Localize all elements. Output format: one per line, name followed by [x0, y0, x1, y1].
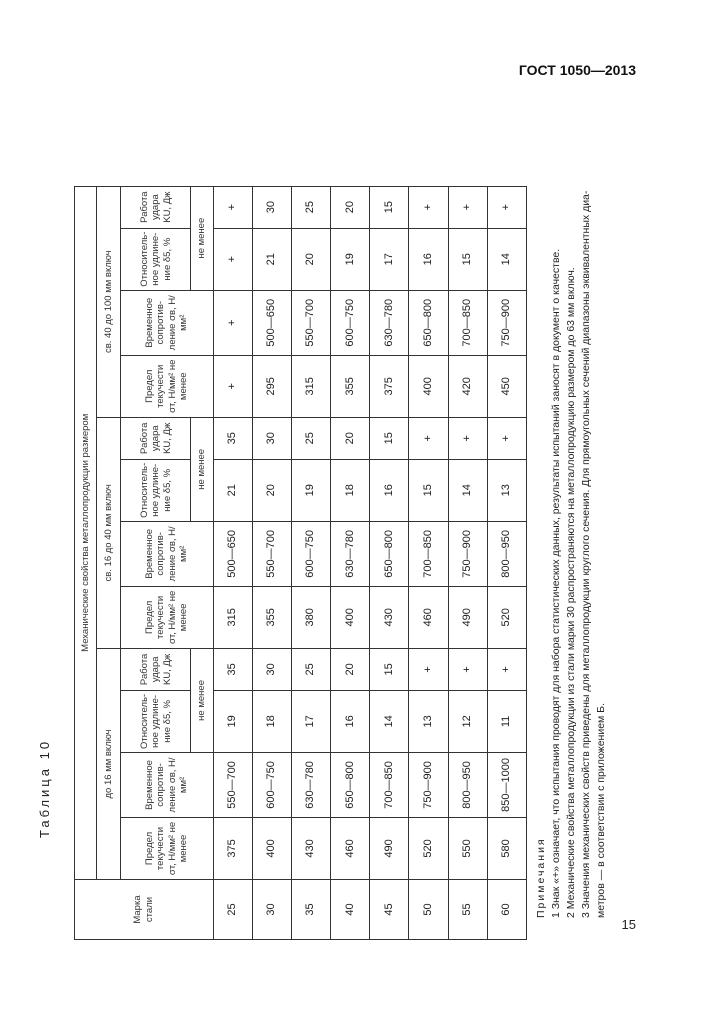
size-group-header: св. 16 до 40 мм включ: [97, 417, 121, 648]
notes-block: [534, 108, 609, 918]
grade-cell: 30: [252, 879, 291, 939]
impact-energy-header: Работа удара KU, Дж: [121, 186, 191, 228]
table-caption: Таблица 10: [37, 738, 52, 838]
value-cell: 750—900: [448, 521, 487, 586]
value-cell: 21: [252, 228, 291, 290]
tensile-strength-header: Временное сопротив-ление σв, Н/мм²: [121, 521, 213, 586]
value-cell: 750—900: [409, 752, 448, 817]
value-cell: +: [448, 186, 487, 228]
value-cell: 35: [213, 648, 252, 690]
value-cell: 430: [291, 817, 330, 879]
not-less-label: не менее: [191, 648, 213, 752]
value-cell: 375: [370, 355, 409, 417]
value-cell: 630—780: [291, 752, 330, 817]
value-cell: 15: [370, 648, 409, 690]
note-item: 2 Механические свойства металлопродукции из стали марки 30 распространяются на металлопродукцию размером до 63 мм включ.: [565, 267, 577, 918]
notes-title: Примечания: [535, 837, 547, 918]
value-cell: 375: [213, 817, 252, 879]
value-cell: 15: [370, 417, 409, 459]
page-number: 15: [621, 917, 636, 932]
value-cell: 20: [331, 648, 370, 690]
value-cell: +: [213, 355, 252, 417]
value-cell: 19: [291, 459, 330, 521]
value-cell: 460: [409, 586, 448, 648]
value-cell: 700—850: [448, 290, 487, 355]
value-cell: 550: [448, 817, 487, 879]
size-group-header: до 16 мм включ: [97, 648, 121, 879]
value-cell: 550—700: [291, 290, 330, 355]
value-cell: 630—780: [331, 521, 370, 586]
note-item: 3 Значения механических свойств приведены для металлопродукции круглого сечения. Для прямоугольных сечений диапазоны эквивалентных диа-: [580, 190, 592, 918]
value-cell: 850—1000: [487, 752, 526, 817]
value-cell: +: [448, 417, 487, 459]
value-cell: +: [487, 417, 526, 459]
value-cell: +: [213, 228, 252, 290]
value-cell: 35: [213, 417, 252, 459]
value-cell: 315: [213, 586, 252, 648]
value-cell: +: [213, 186, 252, 228]
value-cell: 20: [291, 228, 330, 290]
note-item: 1 Знак «+» означает, что испытания проводят для набора статистических данных, результаты испытаний заносят в документ о качестве.: [550, 248, 562, 918]
value-cell: 18: [252, 690, 291, 752]
value-cell: 800—950: [448, 752, 487, 817]
value-cell: 14: [448, 459, 487, 521]
tensile-strength-header: Временное сопротив-ление σв, Н/мм²: [121, 290, 213, 355]
value-cell: 700—850: [409, 521, 448, 586]
not-less-label: не менее: [191, 417, 213, 521]
value-cell: 11: [487, 690, 526, 752]
value-cell: +: [409, 186, 448, 228]
value-cell: 15: [409, 459, 448, 521]
value-cell: 19: [331, 228, 370, 290]
value-cell: +: [213, 290, 252, 355]
value-cell: 500—650: [252, 290, 291, 355]
yield-strength-header: Предел текучести σт, Н/мм² не менее: [121, 817, 213, 879]
value-cell: 13: [409, 690, 448, 752]
value-cell: 20: [331, 417, 370, 459]
value-cell: 16: [409, 228, 448, 290]
value-cell: 30: [252, 186, 291, 228]
elongation-header: Относитель-ное удлине-ние δ5, %: [121, 228, 191, 290]
elongation-header: Относитель-ное удлине-ние δ5, %: [121, 459, 191, 521]
table-row: [370, 106, 409, 940]
value-cell: 18: [331, 459, 370, 521]
tensile-strength-header: Временное сопротив-ление σв, Н/мм²: [121, 752, 213, 817]
value-cell: 16: [331, 690, 370, 752]
rotated-table-block: [74, 106, 614, 940]
value-cell: 750—900: [487, 290, 526, 355]
value-cell: 800—950: [487, 521, 526, 586]
blank-margin: [75, 106, 527, 186]
value-cell: 460: [331, 817, 370, 879]
yield-strength-header: Предел текучести σт, Н/мм² не менее: [121, 355, 213, 417]
value-cell: 30: [252, 417, 291, 459]
table-row: [487, 106, 526, 940]
impact-energy-header: Работа удара KU, Дж: [121, 417, 191, 459]
group-header: Механические свойства металлопродукции размером: [75, 186, 97, 879]
value-cell: +: [487, 186, 526, 228]
value-cell: 520: [487, 586, 526, 648]
value-cell: 12: [448, 690, 487, 752]
value-cell: 650—800: [370, 521, 409, 586]
value-cell: 580: [487, 817, 526, 879]
value-cell: 520: [409, 817, 448, 879]
value-cell: 600—750: [252, 752, 291, 817]
value-cell: 550—700: [213, 752, 252, 817]
size-group-header: св. 40 до 100 мм включ: [97, 186, 121, 417]
value-cell: 15: [370, 186, 409, 228]
value-cell: 630—780: [370, 290, 409, 355]
value-cell: 17: [291, 690, 330, 752]
impact-energy-header: Работа удара KU, Дж: [121, 648, 191, 690]
value-cell: 650—800: [331, 752, 370, 817]
value-cell: 21: [213, 459, 252, 521]
value-cell: 355: [252, 586, 291, 648]
value-cell: 30: [252, 648, 291, 690]
table-row: [409, 106, 448, 940]
value-cell: 20: [252, 459, 291, 521]
value-cell: 600—750: [331, 290, 370, 355]
value-cell: 25: [291, 417, 330, 459]
value-cell: 19: [213, 690, 252, 752]
grade-cell: 35: [291, 879, 330, 939]
value-cell: 550—700: [252, 521, 291, 586]
grade-cell: 55: [448, 879, 487, 939]
value-cell: 420: [448, 355, 487, 417]
value-cell: 16: [370, 459, 409, 521]
table-row: [252, 106, 291, 940]
grade-cell: 60: [487, 879, 526, 939]
table-row: [291, 106, 330, 940]
steel-grade-header: Марка стали: [75, 879, 214, 939]
document-code: ГОСТ 1050—2013: [518, 62, 636, 78]
value-cell: 14: [487, 228, 526, 290]
value-cell: 600—750: [291, 521, 330, 586]
value-cell: 315: [291, 355, 330, 417]
value-cell: 295: [252, 355, 291, 417]
value-cell: +: [409, 417, 448, 459]
value-cell: 490: [448, 586, 487, 648]
grade-cell: 50: [409, 879, 448, 939]
value-cell: 15: [448, 228, 487, 290]
value-cell: 25: [291, 186, 330, 228]
grade-cell: 45: [370, 879, 409, 939]
value-cell: +: [409, 648, 448, 690]
table-row: [331, 106, 370, 940]
grade-cell: 40: [331, 879, 370, 939]
elongation-header: Относитель-ное удлине-ние δ5, %: [121, 690, 191, 752]
value-cell: 20: [331, 186, 370, 228]
value-cell: 430: [370, 586, 409, 648]
note-item: метров — в соответствии с приложением Б.: [595, 703, 607, 918]
value-cell: 400: [409, 355, 448, 417]
value-cell: 650—800: [409, 290, 448, 355]
value-cell: 490: [370, 817, 409, 879]
value-cell: 400: [331, 586, 370, 648]
mechanical-properties-table: [74, 106, 527, 940]
value-cell: 700—850: [370, 752, 409, 817]
grade-cell: 25: [213, 879, 252, 939]
value-cell: 17: [370, 228, 409, 290]
table-row: [448, 106, 487, 940]
yield-strength-header: Предел текучести σт, Н/мм² не менее: [121, 586, 213, 648]
value-cell: 355: [331, 355, 370, 417]
value-cell: 25: [291, 648, 330, 690]
not-less-label: не менее: [191, 186, 213, 290]
value-cell: 13: [487, 459, 526, 521]
value-cell: +: [487, 648, 526, 690]
value-cell: 380: [291, 586, 330, 648]
value-cell: 400: [252, 817, 291, 879]
table-row: [213, 106, 252, 940]
value-cell: 14: [370, 690, 409, 752]
value-cell: +: [448, 648, 487, 690]
value-cell: 450: [487, 355, 526, 417]
value-cell: 500—650: [213, 521, 252, 586]
